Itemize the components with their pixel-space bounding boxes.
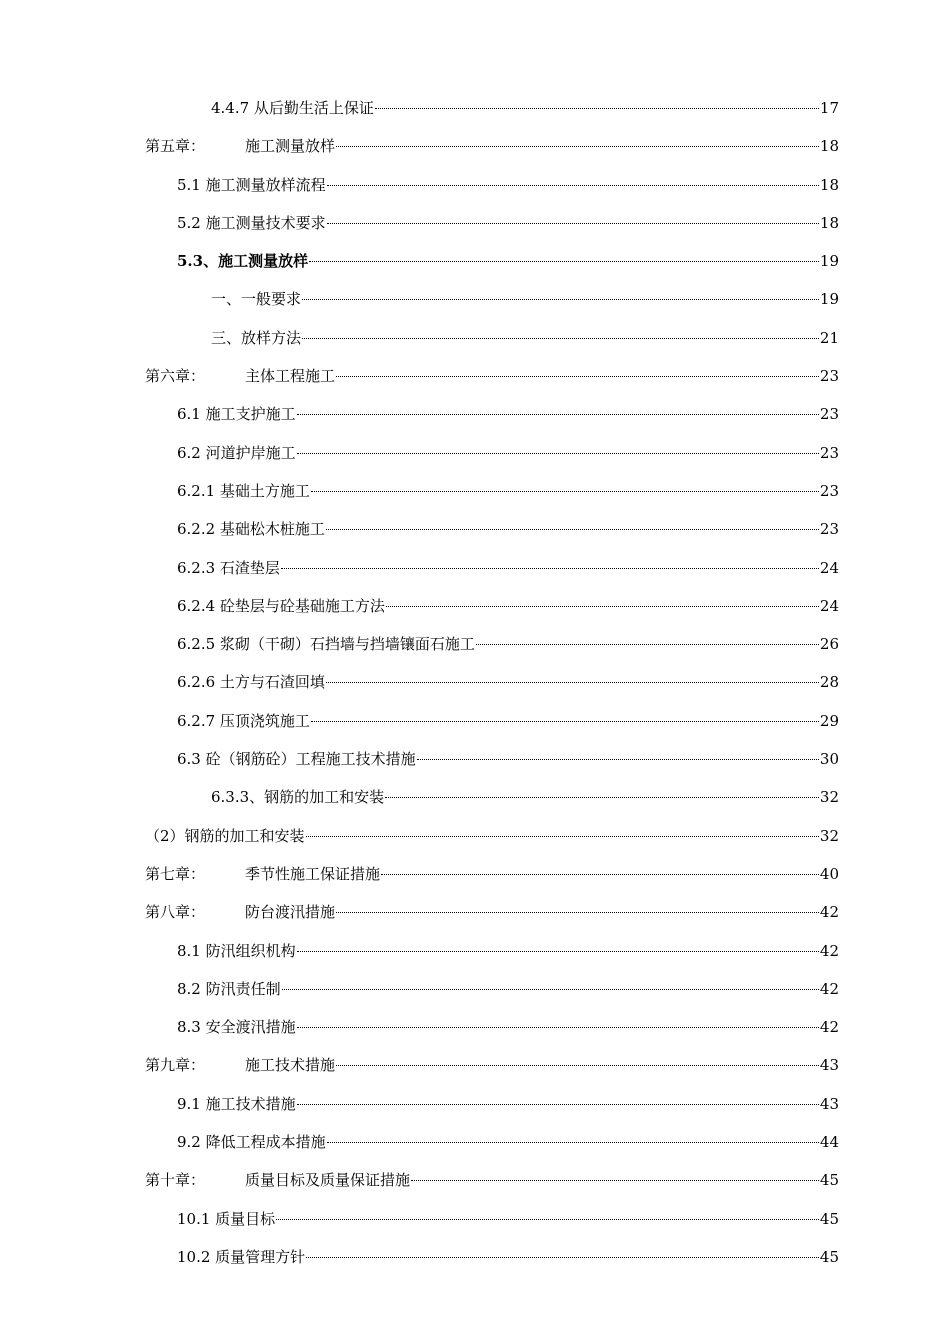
toc-page-number: 23 xyxy=(819,367,839,386)
toc-dot-leader xyxy=(302,337,819,339)
toc-page-number: 19 xyxy=(819,290,839,309)
toc-dot-leader xyxy=(297,1103,819,1105)
toc-page-number: 24 xyxy=(819,596,839,615)
toc-entry[interactable] xyxy=(0,1161,950,1199)
toc-dot-leader xyxy=(326,528,819,530)
toc-entry-title: 10.1 质量目标 xyxy=(177,1209,276,1228)
toc-entry-title: 施工测量放样 xyxy=(245,137,336,156)
toc-entry-title: 防台渡汛措施 xyxy=(245,903,336,922)
toc-entry-title: （2）钢筋的加工和安装 xyxy=(145,826,305,845)
toc-entry-title: 施工技术措施 xyxy=(245,1056,336,1075)
toc-dot-leader xyxy=(281,567,819,569)
toc-chapter-label: 第七章： xyxy=(145,864,206,883)
toc-entry[interactable] xyxy=(0,472,950,510)
toc-chapter-label: 第八章： xyxy=(145,903,206,922)
toc-dot-leader xyxy=(309,260,819,262)
toc-entry-title: 9.1 施工技术措施 xyxy=(177,1094,296,1113)
toc-page-number: 43 xyxy=(819,1094,839,1113)
toc-entry[interactable] xyxy=(0,1008,950,1046)
table-of-contents xyxy=(0,89,950,1276)
toc-chapter-label: 第九章： xyxy=(145,1056,206,1075)
toc-chapter-label: 第十章： xyxy=(145,1171,206,1190)
toc-dot-leader xyxy=(375,107,819,109)
toc-page-number: 45 xyxy=(819,1247,839,1266)
toc-dot-leader xyxy=(411,1179,819,1181)
toc-entry[interactable] xyxy=(0,817,950,855)
toc-entry-title: 4.4.7 从后勤生活上保证 xyxy=(211,99,374,117)
toc-page-number: 29 xyxy=(819,711,839,730)
toc-page-number: 42 xyxy=(819,941,839,960)
toc-dot-leader xyxy=(336,911,819,913)
toc-entry[interactable] xyxy=(0,204,950,242)
toc-entry[interactable] xyxy=(0,702,950,740)
toc-dot-leader xyxy=(327,222,819,224)
toc-entry-title: 季节性施工保证措施 xyxy=(245,864,381,883)
toc-chapter-label: 第六章： xyxy=(145,367,206,386)
toc-dot-leader xyxy=(336,1064,819,1066)
toc-entry-title: 6.2.5 浆砌（干砌）石挡墙与挡墙镶面石施工 xyxy=(177,635,475,654)
toc-entry[interactable] xyxy=(0,970,950,1008)
toc-dot-leader xyxy=(336,375,819,377)
toc-page-number: 45 xyxy=(819,1171,839,1190)
toc-entry-title: 6.2.6 土方与石渣回填 xyxy=(177,673,325,692)
toc-page-number: 42 xyxy=(819,1018,839,1037)
toc-page-number: 23 xyxy=(819,405,839,424)
toc-dot-leader xyxy=(381,873,819,875)
toc-entry-title: 9.2 降低工程成本措施 xyxy=(177,1133,326,1152)
toc-page-number: 18 xyxy=(819,213,839,232)
toc-dot-leader xyxy=(386,605,819,607)
toc-entry[interactable] xyxy=(0,319,950,357)
toc-entry-title: 三、放样方法 xyxy=(211,328,302,347)
toc-dot-leader xyxy=(311,720,819,722)
toc-entry-title: 6.3 砼（钢筋砼）工程施工技术措施 xyxy=(177,750,416,769)
toc-entry-title: 6.2.3 石渣垫层 xyxy=(177,558,280,577)
toc-entry-title: 一、一般要求 xyxy=(211,290,302,309)
toc-dot-leader xyxy=(336,145,819,147)
toc-entry[interactable] xyxy=(0,166,950,204)
toc-dot-leader xyxy=(302,298,819,300)
toc-dot-leader xyxy=(276,1218,819,1220)
toc-entry[interactable] xyxy=(0,1200,950,1238)
toc-entry-title: 10.2 质量管理方针 xyxy=(177,1247,306,1266)
toc-dot-leader xyxy=(306,835,819,837)
toc-entry[interactable] xyxy=(0,89,950,127)
toc-entry[interactable] xyxy=(0,434,950,472)
toc-page-number: 42 xyxy=(819,903,839,922)
toc-dot-leader xyxy=(297,950,819,952)
toc-entry[interactable] xyxy=(0,778,950,816)
toc-page-number: 28 xyxy=(819,673,839,692)
toc-dot-leader xyxy=(327,184,819,186)
toc-entry-title: 6.2 河道护岸施工 xyxy=(177,443,296,462)
toc-entry[interactable] xyxy=(0,740,950,778)
toc-entry-title: 主体工程施工 xyxy=(245,367,336,386)
toc-entry[interactable] xyxy=(0,127,950,165)
toc-entry-title: 6.2.1 基础土方施工 xyxy=(177,481,310,500)
toc-dot-leader xyxy=(385,796,819,798)
toc-dot-leader xyxy=(297,1026,819,1028)
toc-page-number: 24 xyxy=(819,558,839,577)
toc-entry[interactable] xyxy=(0,1123,950,1161)
toc-dot-leader xyxy=(282,988,819,990)
toc-dot-leader xyxy=(306,1256,819,1258)
toc-dot-leader xyxy=(417,758,819,760)
toc-entry[interactable] xyxy=(0,893,950,931)
toc-entry[interactable] xyxy=(0,357,950,395)
toc-page-number: 32 xyxy=(819,826,839,845)
toc-entry-title: 质量目标及质量保证措施 xyxy=(245,1171,411,1190)
toc-page-number: 42 xyxy=(819,979,839,998)
toc-entry-title: 6.3.3、钢筋的加工和安装 xyxy=(211,788,385,807)
toc-page-number: 23 xyxy=(819,481,839,500)
toc-dot-leader xyxy=(297,452,819,454)
toc-chapter-label: 第五章： xyxy=(145,137,206,156)
toc-page-number: 18 xyxy=(819,137,839,156)
toc-page-number: 40 xyxy=(819,864,839,883)
toc-entry-title: 6.2.2 基础松木桩施工 xyxy=(177,520,325,539)
toc-page-number: 18 xyxy=(819,175,839,194)
toc-entry[interactable] xyxy=(0,1238,950,1276)
toc-dot-leader xyxy=(326,681,819,683)
toc-entry-title: 5.1 施工测量放样流程 xyxy=(177,175,326,194)
toc-page-number: 26 xyxy=(819,635,839,654)
toc-page-number: 32 xyxy=(819,788,839,807)
toc-page-number: 17 xyxy=(819,99,839,117)
toc-entry[interactable] xyxy=(0,663,950,701)
toc-dot-leader xyxy=(327,1141,819,1143)
toc-entry[interactable] xyxy=(0,510,950,548)
toc-entry[interactable] xyxy=(0,587,950,625)
toc-entry[interactable] xyxy=(0,242,950,280)
toc-entry[interactable] xyxy=(0,395,950,433)
toc-entry-title: 8.2 防汛责任制 xyxy=(177,979,281,998)
toc-page-number: 19 xyxy=(819,252,839,271)
toc-page-number: 23 xyxy=(819,443,839,462)
toc-page-number: 45 xyxy=(819,1209,839,1228)
toc-entry-title: 6.2.4 砼垫层与砼基础施工方法 xyxy=(177,596,385,615)
toc-entry-title: 8.1 防汛组织机构 xyxy=(177,941,296,960)
toc-page-number: 23 xyxy=(819,520,839,539)
toc-entry[interactable] xyxy=(0,280,950,318)
toc-entry-title: 5.3、施工测量放样 xyxy=(177,252,309,271)
toc-dot-leader xyxy=(311,490,819,492)
toc-entry[interactable] xyxy=(0,855,950,893)
toc-entry-title: 8.3 安全渡汛措施 xyxy=(177,1018,296,1037)
toc-dot-leader xyxy=(476,643,819,645)
toc-entry-title: 6.2.7 压顶浇筑施工 xyxy=(177,711,310,730)
toc-entry[interactable] xyxy=(0,1085,950,1123)
toc-page-number: 44 xyxy=(819,1133,839,1152)
toc-entry-title: 6.1 施工支护施工 xyxy=(177,405,296,424)
toc-entry[interactable] xyxy=(0,1046,950,1084)
toc-dot-leader xyxy=(297,413,819,415)
toc-entry-title: 5.2 施工测量技术要求 xyxy=(177,213,326,232)
toc-entry[interactable] xyxy=(0,549,950,587)
toc-page-number: 21 xyxy=(819,328,839,347)
toc-page-number: 30 xyxy=(819,750,839,769)
toc-page-number: 43 xyxy=(819,1056,839,1075)
toc-entry[interactable] xyxy=(0,932,950,970)
toc-entry[interactable] xyxy=(0,625,950,663)
